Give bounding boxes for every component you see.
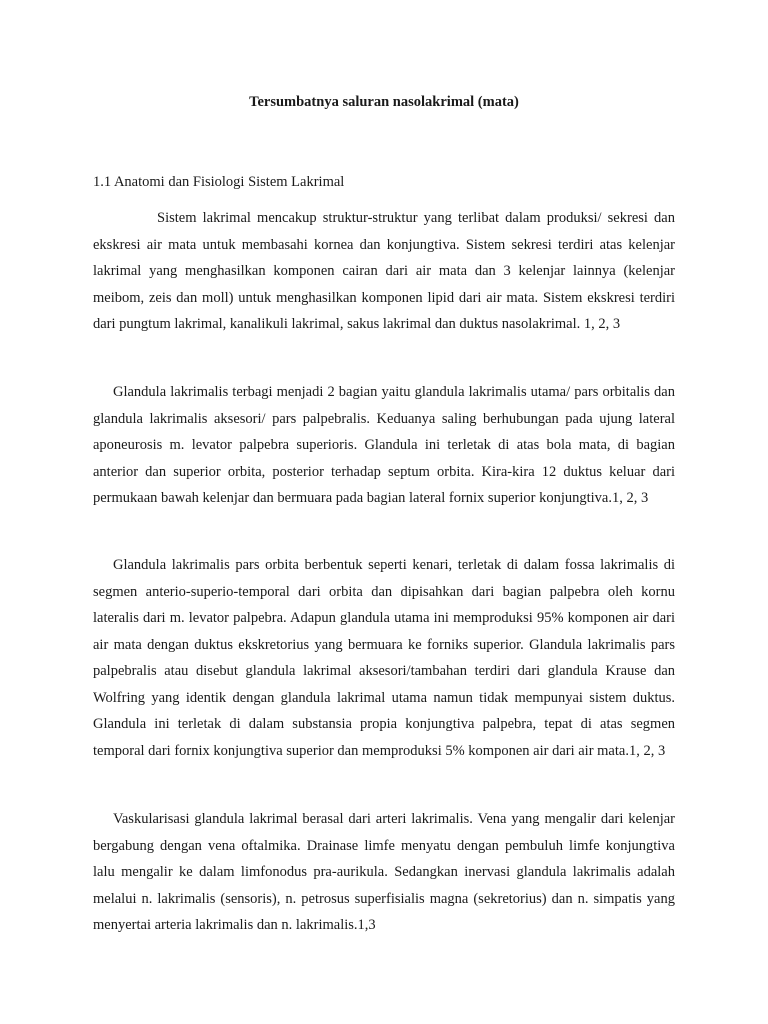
paragraph: Vaskularisasi glandula lakrimal berasal dari arteri lakrimalis. Vena yang mengalir dari kelenjar bergabung dengan vena oftalmika. Drainase limfe menyatu dengan pembuluh limfe konjungtiva lalu mengalir ke dalam limfonodus pra-aurikula. Sedangkan inervasi glandula lakrimalis adalah melalui n. lakrimalis (sensoris), n. petrosus superfisialis magna (sekretorius) dan n. simpatis yang menyertai arteria lakrimalis dan n. lakrimalis.1,3 <box>93 811 675 933</box>
document-title: Tersumbatnya saluran nasolakrimal (mata) <box>249 94 519 110</box>
paragraph: Sistem lakrimal mencakup struktur-struktur yang terlibat dalam produksi/ sekresi dan ekskresi air mata untuk membasahi kornea dan konjungtiva. Sistem sekresi terdiri atas kelenjar lakrimal yang menghasilkan komponen cairan dari air mata dan 3 kelenjar lainnya (kelenjar meibom, zeis dan moll) untuk menghasilkan komponen lipid dari air mata. Sistem ekskresi terdiri dari pungtum lakrimal, kanalikuli lakrimal, sakus lakrimal dan duktus nasolakrimal. 1, 2, 3 <box>93 210 675 332</box>
section-heading: 1.1 Anatomi dan Fisiologi Sistem Lakrimal <box>93 174 345 190</box>
paragraph: Glandula lakrimalis pars orbita berbentuk seperti kenari, terletak di dalam fossa lakrimalis di segmen anterio-superio-temporal dari orbita dan dipisahkan dari bagian palpebra oleh kornu lateralis dari m. levator palpebra. Adapun glandula utama ini memproduksi 95% komponen air dari air mata dengan duktus ekskretorius yang bermuara ke forniks superior. Glandula lakrimalis pars palpebralis atau disebut glandula lakrimal aksesori/tambahan terdiri dari glandula Krause dan Wolfring yang identik dengan glandula lakrimal utama namun tidak mempunyai sistem duktus. Glandula ini terletak di dalam substansia propia konjungtiva palpebra, tepat di atas segmen temporal dari fornix konjungtiva superior dan memproduksi 5% komponen air dari air mata.1, 2, 3 <box>93 557 675 759</box>
paragraph: Glandula lakrimalis terbagi menjadi 2 bagian yaitu glandula lakrimalis utama/ pars orbitalis dan glandula lakrimalis aksesori/ pars palpebralis. Keduanya saling berhubungan pada ujung lateral aponeurosis m. levator palpebra superioris. Glandula ini terletak di atas bola mata, di bagian anterior dan superior orbita, posterior terhadap septum orbita. Kira-kira 12 duktus keluar dari permukaan bawah kelenjar dan bermuara pada bagian lateral fornix superior konjungtiva.1, 2, 3 <box>93 384 675 506</box>
